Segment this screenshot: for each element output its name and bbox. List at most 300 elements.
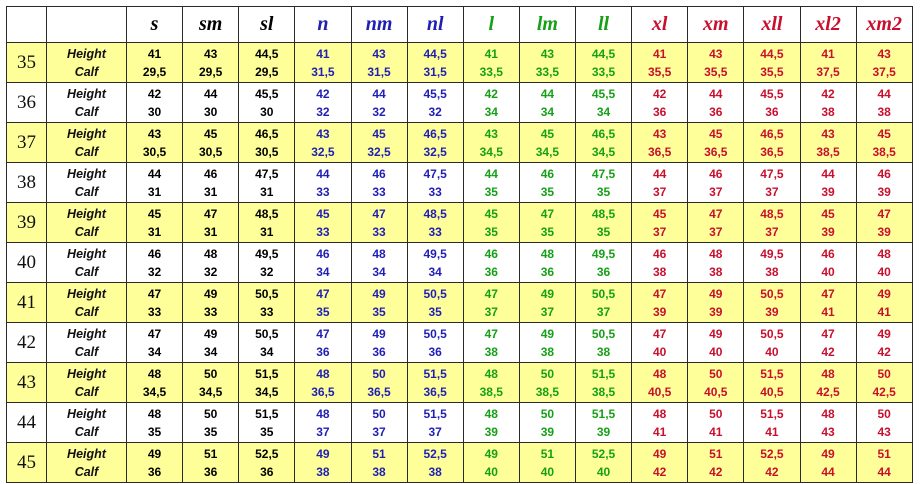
height-value: 49 [540, 326, 555, 341]
height-value: 47 [316, 326, 330, 341]
height-value: 46 [653, 246, 667, 261]
header-row [7, 7, 913, 43]
calf-value: 38 [596, 344, 611, 359]
height-value: 47 [147, 286, 162, 301]
measurement-cell [744, 43, 800, 83]
measurement-cell [519, 83, 575, 123]
measurement-cell [800, 83, 856, 123]
calf-value: 38 [316, 464, 330, 479]
calf-value: 33,5 [535, 64, 560, 79]
measurement-cell [239, 363, 295, 403]
height-value: 47,5 [423, 166, 447, 181]
measurement-cell [519, 163, 575, 203]
calf-value: 41 [709, 424, 723, 439]
size-chart [6, 6, 913, 483]
height-value: 45 [821, 206, 835, 221]
calf-value: 30,5 [255, 144, 279, 159]
height-value: 51 [709, 446, 723, 461]
column-header-s: s [127, 7, 183, 43]
measurement-cell [127, 163, 183, 203]
calf-value: 37,5 [872, 64, 896, 79]
column-header-xl: xl [632, 7, 688, 43]
measurement-cell [239, 243, 295, 283]
calf-value: 32 [372, 104, 386, 119]
measure-labels [47, 163, 127, 203]
height-value: 46 [316, 246, 330, 261]
measurement-cell [407, 123, 463, 163]
height-value: 41 [147, 46, 162, 61]
height-value: 46,5 [591, 126, 616, 141]
measurement-cell [744, 323, 800, 363]
measurement-cell [744, 243, 800, 283]
height-label: Height [67, 286, 106, 301]
height-value: 49 [204, 326, 218, 341]
measurement-cell [744, 203, 800, 243]
calf-value: 42 [877, 344, 891, 359]
height-value: 43 [821, 126, 835, 141]
calf-value: 37 [428, 424, 442, 439]
measurement-cell [688, 123, 744, 163]
height-value: 44,5 [760, 46, 784, 61]
measurement-cell [576, 363, 632, 403]
height-value: 43 [653, 126, 667, 141]
calf-label: Calf [74, 224, 99, 239]
measurement-cell [239, 403, 295, 443]
calf-value: 36,5 [311, 384, 335, 399]
calf-value: 36 [372, 344, 386, 359]
table-row [7, 323, 913, 363]
measurement-cell [407, 163, 463, 203]
measurement-cell [463, 163, 519, 203]
height-value: 48 [709, 246, 723, 261]
measurement-cell [463, 443, 519, 483]
calf-value: 35,5 [648, 64, 672, 79]
measurement-cell [407, 363, 463, 403]
height-value: 47 [821, 286, 835, 301]
measurement-cell [239, 443, 295, 483]
column-header-sl: sl [239, 7, 295, 43]
calf-value: 37 [596, 304, 611, 319]
calf-value: 38,5 [479, 384, 503, 399]
table-row [7, 443, 913, 483]
height-value: 47,5 [760, 166, 784, 181]
height-value: 50 [204, 406, 218, 421]
table-row [7, 203, 913, 243]
height-value: 49 [709, 326, 723, 341]
measurement-cell [295, 123, 351, 163]
measurement-cell [519, 243, 575, 283]
measurement-cell [463, 363, 519, 403]
shoe-size: 45 [7, 443, 47, 483]
measurement-cell [856, 163, 912, 203]
height-value: 50 [372, 366, 386, 381]
measurement-cell [632, 123, 688, 163]
height-value: 44 [653, 166, 667, 181]
measurement-cell [407, 243, 463, 283]
calf-value: 38 [877, 104, 891, 119]
measurement-cell [632, 43, 688, 83]
height-value: 51,5 [423, 406, 447, 421]
measure-labels [47, 123, 127, 163]
calf-value: 38 [484, 344, 498, 359]
shoe-size: 39 [7, 203, 47, 243]
measurement-cell [519, 123, 575, 163]
measurement-cell [351, 403, 407, 443]
measurement-cell [295, 203, 351, 243]
calf-value: 37 [765, 184, 779, 199]
calf-label: Calf [74, 184, 99, 199]
height-value: 48 [316, 366, 330, 381]
calf-value: 35 [428, 304, 442, 319]
shoe-size: 40 [7, 243, 47, 283]
measurement-cell [576, 403, 632, 443]
calf-label: Calf [74, 144, 99, 159]
height-value: 44 [484, 166, 498, 181]
measurement-cell [463, 123, 519, 163]
calf-value: 38,5 [872, 144, 896, 159]
measurement-cell [351, 243, 407, 283]
height-value: 49 [372, 286, 386, 301]
height-value: 47 [653, 286, 667, 301]
calf-value: 32,5 [367, 144, 391, 159]
height-value: 49 [316, 446, 330, 461]
height-value: 41 [484, 46, 498, 61]
calf-value: 44 [877, 464, 891, 479]
calf-value: 38,5 [816, 144, 840, 159]
measurement-cell [800, 123, 856, 163]
measurement-cell [183, 443, 239, 483]
height-value: 50 [709, 366, 723, 381]
calf-value: 35 [540, 184, 555, 199]
height-value: 41 [653, 46, 667, 61]
measurement-cell [239, 43, 295, 83]
calf-value: 31 [260, 184, 274, 199]
measurement-cell [351, 203, 407, 243]
calf-value: 38 [540, 344, 555, 359]
calf-value: 34,5 [255, 384, 279, 399]
height-value: 45,5 [760, 86, 784, 101]
column-header-xl2: xl2 [800, 7, 856, 43]
column-header-lm: lm [519, 7, 575, 43]
measurement-cell [351, 323, 407, 363]
measurement-cell [295, 43, 351, 83]
height-value: 44 [540, 86, 555, 101]
height-value: 51,5 [423, 366, 447, 381]
calf-value: 36,5 [760, 144, 784, 159]
calf-value: 36 [596, 264, 611, 279]
measure-labels [47, 323, 127, 363]
measurement-cell [688, 283, 744, 323]
calf-value: 37 [540, 304, 555, 319]
measurement-cell [295, 83, 351, 123]
measurement-cell [519, 363, 575, 403]
height-value: 47 [372, 206, 386, 221]
measurement-cell [856, 43, 912, 83]
height-value: 49,5 [591, 246, 616, 261]
measurement-cell [688, 203, 744, 243]
calf-value: 35 [260, 424, 274, 439]
height-value: 49 [540, 286, 555, 301]
calf-value: 36,5 [704, 144, 728, 159]
measurement-cell [688, 403, 744, 443]
height-value: 48 [540, 246, 555, 261]
measurement-cell [688, 163, 744, 203]
measurement-cell [183, 243, 239, 283]
measurement-cell [576, 123, 632, 163]
calf-value: 39 [709, 304, 723, 319]
height-value: 47 [147, 326, 162, 341]
measurement-cell [463, 83, 519, 123]
calf-value: 40 [709, 344, 723, 359]
measurement-cell [463, 323, 519, 363]
measurement-cell [688, 323, 744, 363]
measurement-cell [632, 83, 688, 123]
calf-value: 31,5 [311, 64, 335, 79]
height-value: 48 [821, 366, 835, 381]
height-value: 42 [653, 86, 667, 101]
calf-value: 40 [653, 344, 667, 359]
calf-value: 33 [260, 304, 274, 319]
calf-value: 32 [204, 264, 218, 279]
height-value: 48,5 [255, 206, 279, 221]
calf-value: 39 [821, 184, 835, 199]
measurement-cell [351, 283, 407, 323]
calf-value: 36 [653, 104, 667, 119]
calf-value: 40,5 [704, 384, 728, 399]
height-value: 49 [821, 446, 835, 461]
height-value: 42 [147, 86, 162, 101]
calf-value: 32 [147, 264, 162, 279]
measurement-cell [519, 443, 575, 483]
height-label: Height [67, 166, 106, 181]
calf-value: 35 [316, 304, 330, 319]
measurement-cell [856, 283, 912, 323]
shoe-size: 44 [7, 403, 47, 443]
shoe-size: 42 [7, 323, 47, 363]
measurement-cell [183, 203, 239, 243]
column-header-nm: nm [351, 7, 407, 43]
height-value: 45 [372, 126, 386, 141]
height-value: 50 [877, 366, 891, 381]
calf-value: 38 [765, 264, 779, 279]
height-value: 50,5 [255, 326, 279, 341]
calf-value: 31,5 [367, 64, 391, 79]
measurement-cell [127, 283, 183, 323]
calf-value: 32,5 [423, 144, 447, 159]
height-value: 48,5 [760, 206, 784, 221]
height-value: 49 [877, 286, 891, 301]
measure-labels [47, 83, 127, 123]
measurement-cell [407, 283, 463, 323]
height-value: 42 [821, 86, 835, 101]
calf-value: 34 [147, 344, 162, 359]
height-value: 50,5 [760, 326, 784, 341]
height-value: 43 [709, 46, 723, 61]
height-value: 51,5 [591, 406, 616, 421]
measurement-cell [632, 443, 688, 483]
measurement-cell [127, 363, 183, 403]
measurement-cell [519, 203, 575, 243]
measurement-cell [632, 323, 688, 363]
measurement-cell [744, 163, 800, 203]
calf-value: 40,5 [648, 384, 672, 399]
calf-value: 35 [484, 184, 498, 199]
column-header-xm: xm [688, 7, 744, 43]
measurement-cell [463, 403, 519, 443]
calf-value: 31 [204, 184, 218, 199]
measurement-cell [688, 43, 744, 83]
height-value: 45 [147, 206, 162, 221]
measurement-cell [800, 43, 856, 83]
height-value: 50,5 [423, 326, 447, 341]
measurement-cell [351, 43, 407, 83]
height-value: 44,5 [591, 46, 616, 61]
calf-value: 32 [428, 104, 442, 119]
calf-value: 34 [204, 344, 218, 359]
measurement-cell [688, 243, 744, 283]
calf-value: 41 [821, 304, 835, 319]
calf-value: 32 [260, 264, 274, 279]
calf-value: 38 [653, 264, 667, 279]
calf-value: 35 [204, 424, 218, 439]
calf-value: 36,5 [648, 144, 672, 159]
measurement-cell [688, 443, 744, 483]
measurement-cell [295, 443, 351, 483]
height-value: 47 [316, 286, 330, 301]
height-value: 50 [709, 406, 723, 421]
height-value: 50,5 [591, 326, 616, 341]
height-value: 49,5 [423, 246, 447, 261]
calf-value: 35 [147, 424, 162, 439]
calf-label: Calf [74, 424, 99, 439]
calf-value: 33 [372, 184, 386, 199]
height-label: Height [67, 366, 106, 381]
measurement-cell [856, 403, 912, 443]
column-header-xll: xll [744, 7, 800, 43]
measurement-cell [407, 323, 463, 363]
height-value: 48 [877, 246, 891, 261]
measurement-cell [688, 83, 744, 123]
table-row [7, 403, 913, 443]
height-label: Height [67, 406, 106, 421]
calf-value: 34 [540, 104, 555, 119]
height-value: 43 [316, 126, 330, 141]
measurement-cell [856, 243, 912, 283]
calf-value: 37 [484, 304, 498, 319]
measurement-cell [295, 403, 351, 443]
measurement-cell [183, 163, 239, 203]
measurement-cell [632, 243, 688, 283]
height-value: 49 [147, 446, 162, 461]
measurement-cell [295, 323, 351, 363]
table-row [7, 163, 913, 203]
calf-value: 36 [316, 344, 330, 359]
measurement-cell [183, 283, 239, 323]
calf-value: 35 [484, 224, 498, 239]
height-value: 45,5 [591, 86, 616, 101]
height-value: 50 [372, 406, 386, 421]
height-value: 49,5 [255, 246, 279, 261]
measurement-cell [800, 403, 856, 443]
measurement-cell [183, 363, 239, 403]
measurement-cell [800, 203, 856, 243]
height-value: 45,5 [423, 86, 447, 101]
height-value: 45 [484, 206, 498, 221]
calf-value: 40 [484, 464, 498, 479]
height-value: 48 [372, 246, 386, 261]
calf-value: 30 [260, 104, 274, 119]
column-header-nl: nl [407, 7, 463, 43]
measurement-cell [856, 123, 912, 163]
height-value: 49 [484, 446, 498, 461]
calf-value: 42 [653, 464, 667, 479]
calf-value: 37 [709, 224, 723, 239]
calf-value: 36 [428, 344, 442, 359]
height-value: 48,5 [423, 206, 447, 221]
measurement-cell [407, 83, 463, 123]
height-value: 49 [877, 326, 891, 341]
height-value: 51,5 [760, 366, 784, 381]
measurement-cell [183, 323, 239, 363]
height-value: 44 [372, 86, 386, 101]
calf-value: 37 [653, 224, 667, 239]
shoe-size: 41 [7, 283, 47, 323]
height-value: 50 [877, 406, 891, 421]
height-value: 44 [204, 86, 218, 101]
calf-value: 39 [596, 424, 611, 439]
height-value: 44 [709, 86, 723, 101]
height-value: 51,5 [255, 406, 279, 421]
measurement-cell [856, 363, 912, 403]
measure-labels [47, 443, 127, 483]
measurement-cell [351, 363, 407, 403]
measure-labels [47, 243, 127, 283]
calf-value: 37,5 [816, 64, 840, 79]
measurement-cell [800, 323, 856, 363]
measurement-cell [744, 83, 800, 123]
measurement-cell [576, 203, 632, 243]
height-value: 45 [877, 126, 891, 141]
measurement-cell [519, 323, 575, 363]
height-value: 50 [540, 366, 555, 381]
calf-value: 37 [709, 184, 723, 199]
height-value: 52,5 [423, 446, 447, 461]
calf-value: 31,5 [423, 64, 447, 79]
height-value: 44 [821, 166, 835, 181]
measurement-cell [744, 363, 800, 403]
calf-value: 32,5 [311, 144, 335, 159]
calf-label: Calf [74, 384, 99, 399]
measure-labels [47, 363, 127, 403]
measurement-cell [239, 283, 295, 323]
height-value: 47 [484, 326, 498, 341]
height-value: 41 [316, 46, 330, 61]
height-value: 46,5 [760, 126, 784, 141]
calf-label: Calf [74, 264, 99, 279]
height-value: 51 [372, 446, 386, 461]
height-value: 46 [372, 166, 386, 181]
calf-value: 39 [821, 224, 835, 239]
calf-value: 40 [821, 264, 835, 279]
calf-value: 33 [147, 304, 162, 319]
measurement-cell [183, 43, 239, 83]
calf-value: 33,5 [479, 64, 503, 79]
measurement-cell [239, 163, 295, 203]
measurement-cell [856, 443, 912, 483]
height-value: 48 [484, 366, 498, 381]
calf-value: 33 [316, 224, 330, 239]
calf-value: 30,5 [199, 144, 223, 159]
